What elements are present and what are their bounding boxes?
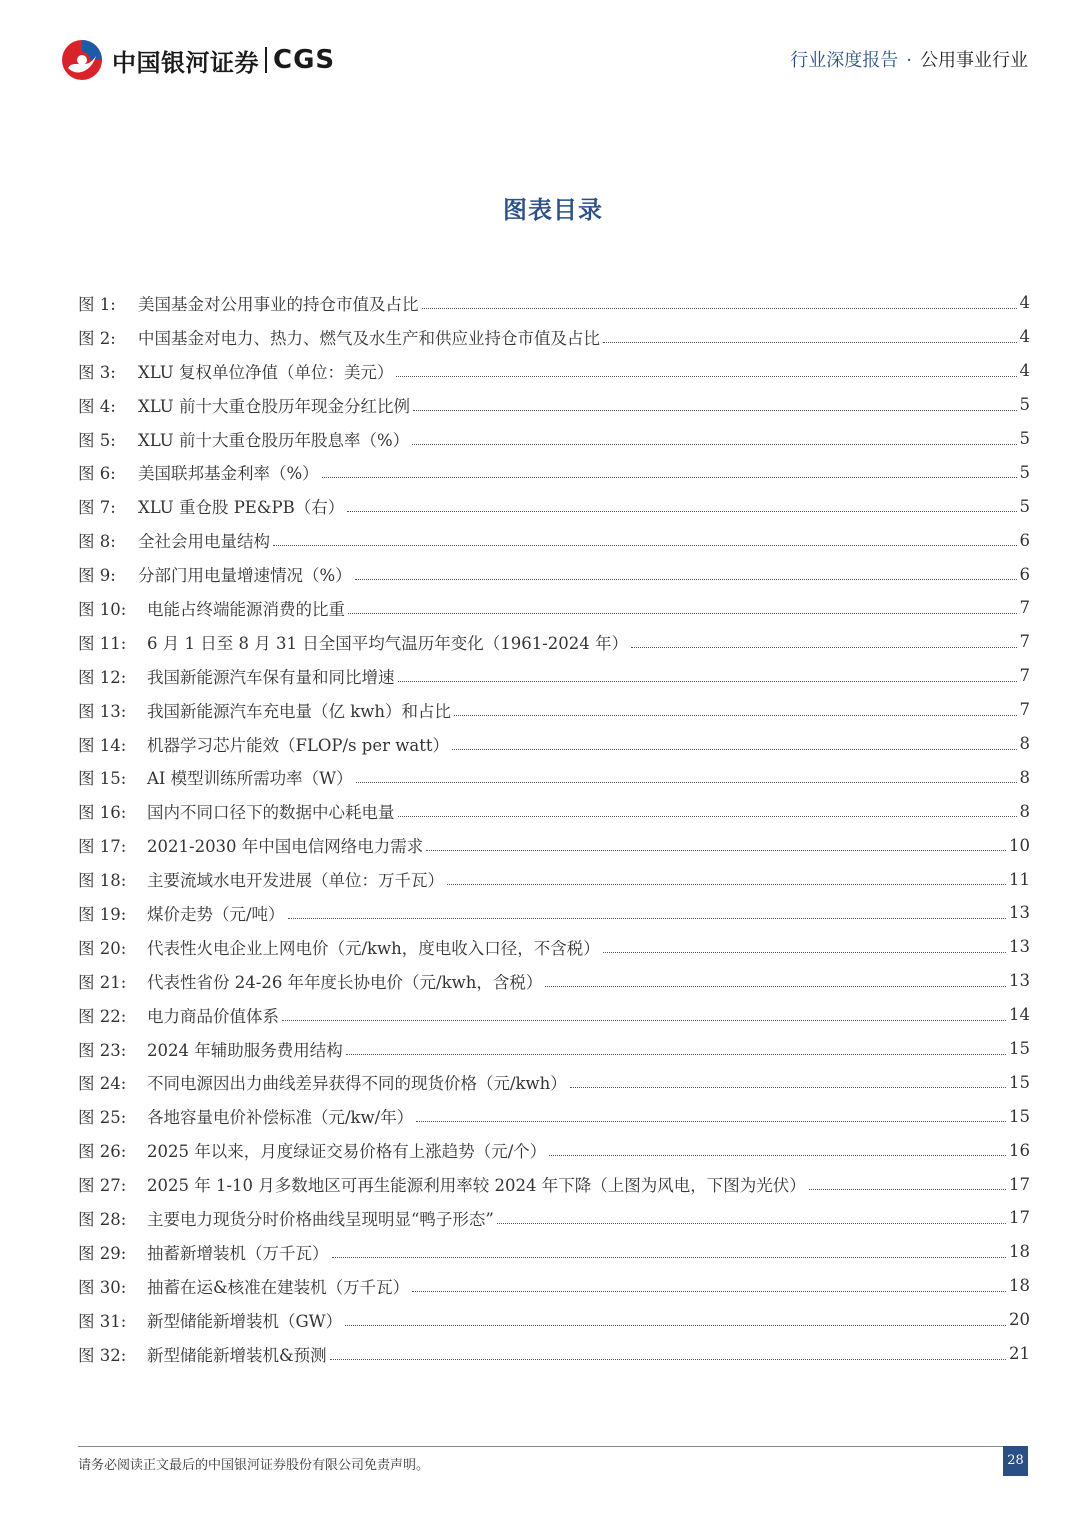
toc-entry-page: 8	[1019, 767, 1030, 787]
toc-entry-label: 图 23:	[78, 1040, 127, 1060]
toc-dot-leader	[412, 1290, 1006, 1292]
toc-entry-label: 图 6:	[78, 464, 116, 484]
toc-entry-title: 抽蓄在运&核准在建装机（万千瓦）	[147, 1277, 410, 1297]
toc-entry-page: 17	[1009, 1208, 1030, 1228]
logo-divider	[265, 47, 267, 73]
toc-dot-leader	[545, 985, 1006, 987]
toc-dot-leader	[288, 917, 1006, 919]
toc-entry-label: 图 28:	[78, 1209, 127, 1229]
toc-entry-page: 7	[1019, 632, 1030, 652]
toc-dot-leader	[452, 748, 1017, 750]
toc-entry-title: 电力商品价值体系	[147, 1006, 279, 1026]
toc-entry-page: 15	[1009, 1039, 1030, 1059]
toc-entry[interactable]	[78, 862, 1030, 896]
toc-entry-page: 5	[1019, 429, 1030, 448]
toc-entry-label: 图 22:	[78, 1006, 127, 1026]
toc-entry[interactable]	[78, 1337, 1030, 1371]
toc-dot-leader	[332, 1256, 1007, 1258]
toc-entry[interactable]	[78, 727, 1030, 761]
toc-entry-page: 4	[1019, 361, 1030, 381]
toc-entry-title: 我国新能源汽车保有量和同比增速	[147, 667, 395, 687]
toc-entry[interactable]	[78, 794, 1030, 828]
report-category	[790, 46, 1028, 72]
header-separator: ·	[906, 50, 912, 71]
toc-entry-label: 图 2:	[78, 328, 116, 348]
toc-entry-page: 18	[1009, 1276, 1030, 1296]
toc-entry[interactable]	[78, 693, 1030, 727]
toc-entry[interactable]	[78, 1133, 1030, 1167]
page-number: 28	[1003, 1446, 1028, 1476]
toc-entry-title: XLU 复权单位净值（单位：美元）	[138, 362, 394, 382]
toc-entry-page: 16	[1009, 1140, 1030, 1160]
report-type: 行业深度报告	[790, 50, 899, 71]
logo-text: 中国银河证券	[112, 48, 259, 77]
toc-entry[interactable]	[78, 388, 1030, 422]
toc-entry[interactable]	[78, 523, 1030, 557]
toc-entry[interactable]	[78, 455, 1030, 489]
toc-entry[interactable]	[78, 320, 1030, 354]
toc-entry-label: 图 32:	[78, 1345, 127, 1365]
toc-entry[interactable]	[78, 591, 1030, 625]
toc-entry-title: 机器学习芯片能效（FLOP/s per watt）	[147, 735, 449, 755]
company-logo	[60, 38, 335, 82]
toc-entry-page: 21	[1009, 1344, 1030, 1364]
toc-entry-label: 图 31:	[78, 1311, 127, 1331]
toc-entry[interactable]	[78, 422, 1030, 456]
toc-entry-label: 图 25:	[78, 1108, 127, 1128]
toc-entry-title: 美国基金对公用事业的持仓市值及占比	[138, 294, 419, 314]
footer-divider	[78, 1446, 1003, 1447]
toc-entry-title: 2024 年辅助服务费用结构	[147, 1040, 343, 1060]
toc-entry-label: 图 17:	[78, 837, 127, 857]
toc-dot-leader	[356, 781, 1017, 783]
toc-entry[interactable]	[78, 930, 1030, 964]
cgs-logo-icon	[60, 38, 104, 82]
page-header	[0, 0, 1080, 110]
toc-entry-title: XLU 前十大重仓股历年现金分红比例	[138, 396, 410, 416]
toc-entry[interactable]	[78, 659, 1030, 693]
toc-entry-page: 6	[1019, 530, 1030, 550]
toc-dot-leader	[412, 443, 1016, 445]
toc-entry-page: 7	[1019, 666, 1030, 686]
toc-entry-label: 图 12:	[78, 667, 127, 687]
report-sector: 公用事业行业	[920, 50, 1028, 71]
toc-entry-label: 图 4:	[78, 396, 116, 416]
toc-entry-page: 17	[1009, 1174, 1030, 1194]
toc-dot-leader	[345, 1324, 1006, 1326]
toc-entry-title: 不同电源因出力曲线差异获得不同的现货价格（元/kwh）	[147, 1074, 567, 1094]
logo-latin-text: CGS	[273, 45, 336, 75]
toc-dot-leader	[454, 714, 1017, 716]
toc-dot-leader	[422, 307, 1017, 309]
toc-entry-label: 图 18:	[78, 871, 127, 891]
toc-dot-leader	[330, 1358, 1006, 1360]
toc-entry[interactable]	[78, 1201, 1030, 1235]
toc-entry-title: 煤价走势（元/吨）	[147, 904, 285, 924]
toc-entry-label: 图 1:	[78, 294, 116, 314]
toc-entry-label: 图 24:	[78, 1074, 127, 1094]
toc-dot-leader	[809, 1188, 1006, 1190]
toc-dot-leader	[426, 849, 1006, 851]
toc-entry-title: 抽蓄新增装机（万千瓦）	[147, 1243, 329, 1263]
toc-entry-title: AI 模型训练所需功率（W）	[147, 769, 353, 789]
toc-entry[interactable]	[78, 896, 1030, 930]
toc-entry[interactable]	[78, 1032, 1030, 1066]
toc-entry-label: 图 5:	[78, 430, 116, 450]
toc-entry-page: 4	[1019, 293, 1030, 313]
toc-dot-leader	[355, 578, 1017, 580]
toc-dot-leader	[396, 375, 1016, 377]
toc-entry-title: XLU 前十大重仓股历年股息率（%）	[138, 430, 410, 450]
toc-entry-title: 国内不同口径下的数据中心耗电量	[147, 803, 395, 823]
toc-entry-page: 11	[1009, 869, 1030, 889]
toc-entry-page: 10	[1009, 835, 1030, 855]
toc-dot-leader	[398, 680, 1017, 682]
toc-entry-page: 13	[1009, 971, 1030, 991]
toc-dot-leader	[348, 612, 1017, 614]
toc-entry-page: 15	[1009, 1106, 1030, 1126]
toc-entry-page: 18	[1009, 1242, 1030, 1262]
toc-entry-label: 图 27:	[78, 1176, 127, 1196]
toc-entry-page: 7	[1019, 598, 1030, 618]
toc-entry-label: 图 21:	[78, 972, 127, 992]
footer-disclaimer: 请务必阅读正文最后的中国银河证券股份有限公司免责声明。	[78, 1458, 430, 1473]
toc-entry-label: 图 14:	[78, 735, 127, 755]
toc-dot-leader	[282, 1019, 1006, 1021]
toc-dot-leader	[416, 1120, 1006, 1122]
toc-entry-page: 13	[1009, 937, 1030, 957]
toc-entry[interactable]	[78, 1065, 1030, 1099]
toc-entry-title: 中国基金对电力、热力、燃气及水生产和供应业持仓市值及占比	[138, 328, 600, 348]
toc-entry-title: 全社会用电量结构	[138, 532, 270, 552]
toc-dot-leader	[549, 1154, 1006, 1156]
toc-entry[interactable]	[78, 760, 1030, 794]
toc-dot-leader	[322, 476, 1017, 478]
figure-list	[78, 286, 1030, 1371]
toc-entry-title: 主要电力现货分时价格曲线呈现明显“鸭子形态”	[147, 1209, 494, 1229]
toc-entry[interactable]	[78, 1269, 1030, 1303]
toc-entry-page: 15	[1009, 1072, 1030, 1092]
toc-dot-leader	[447, 883, 1006, 885]
toc-entry-title: 我国新能源汽车充电量（亿 kwh）和占比	[147, 701, 451, 721]
toc-entry-page: 5	[1019, 462, 1030, 482]
toc-entry-title: 2021-2030 年中国电信网络电力需求	[147, 837, 424, 857]
toc-dot-leader	[398, 815, 1017, 817]
toc-entry-title: 美国联邦基金利率（%）	[138, 464, 319, 484]
toc-entry-label: 图 16:	[78, 803, 127, 823]
toc-dot-leader	[631, 646, 1016, 648]
toc-entry-title: 主要流域水电开发进展（单位：万千瓦）	[147, 871, 444, 891]
toc-dot-leader	[413, 409, 1017, 411]
toc-entry-label: 图 11:	[78, 633, 127, 653]
toc-entry[interactable]	[78, 964, 1030, 998]
toc-entry-page: 14	[1009, 1005, 1030, 1025]
toc-entry-label: 图 9:	[78, 566, 116, 586]
toc-entry-page: 7	[1019, 700, 1030, 720]
toc-entry-label: 图 8:	[78, 532, 116, 552]
toc-entry-page: 5	[1019, 395, 1030, 415]
toc-entry-title: 代表性省份 24-26 年年度长协电价（元/kwh，含税）	[147, 972, 543, 992]
toc-entry[interactable]	[78, 286, 1030, 320]
toc-entry[interactable]	[78, 1099, 1030, 1133]
toc-entry[interactable]	[78, 557, 1030, 591]
toc-dot-leader	[497, 1222, 1006, 1224]
toc-dot-leader	[346, 1053, 1006, 1055]
toc-entry[interactable]	[78, 1167, 1030, 1201]
toc-entry[interactable]	[78, 489, 1030, 523]
toc-entry-page: 8	[1019, 801, 1030, 821]
toc-entry-label: 图 15:	[78, 769, 127, 789]
toc-entry-title: 电能占终端能源消费的比重	[147, 599, 345, 619]
toc-entry[interactable]	[78, 828, 1030, 862]
toc-entry-title: 代表性火电企业上网电价（元/kwh，度电收入口径，不含税）	[147, 938, 600, 958]
toc-dot-leader	[273, 544, 1017, 546]
toc-entry-title: 新型储能新增装机&预测	[147, 1345, 327, 1365]
toc-entry-label: 图 10:	[78, 599, 127, 619]
toc-entry-title: XLU 重仓股 PE&PB（右）	[138, 498, 345, 518]
toc-entry-page: 8	[1019, 734, 1030, 754]
toc-entry-page: 20	[1009, 1310, 1030, 1330]
toc-entry-label: 图 20:	[78, 938, 127, 958]
toc-entry-page: 5	[1019, 496, 1030, 516]
toc-entry[interactable]	[78, 1235, 1030, 1269]
toc-entry-title: 分部门用电量增速情况（%）	[138, 566, 352, 586]
toc-entry-label: 图 26:	[78, 1142, 127, 1162]
toc-entry-label: 图 7:	[78, 498, 116, 518]
toc-entry[interactable]	[78, 1303, 1030, 1337]
toc-entry[interactable]	[78, 625, 1030, 659]
toc-entry-title: 2025 年 1-10 月多数地区可再生能源利用率较 2024 年下降（上图为风电，下图为光伏）	[147, 1176, 806, 1196]
toc-entry-label: 图 13:	[78, 701, 127, 721]
toc-entry-label: 图 19:	[78, 904, 127, 924]
toc-entry-title: 各地容量电价补偿标准（元/kw/年）	[147, 1108, 414, 1128]
toc-dot-leader	[347, 510, 1016, 512]
toc-title: 图表目录	[503, 195, 603, 224]
toc-dot-leader	[603, 951, 1006, 953]
toc-entry[interactable]	[78, 998, 1030, 1032]
toc-entry-page: 4	[1019, 327, 1030, 347]
toc-dot-leader	[570, 1086, 1006, 1088]
toc-entry-label: 图 3:	[78, 362, 116, 382]
toc-entry-page: 13	[1009, 903, 1030, 923]
toc-entry-title: 6 月 1 日至 8 月 31 日全国平均气温历年变化（1961-2024 年）	[147, 633, 629, 653]
toc-entry[interactable]	[78, 354, 1030, 388]
toc-entry-label: 图 29:	[78, 1243, 127, 1263]
toc-entry-title: 新型储能新增装机（GW）	[147, 1311, 343, 1331]
toc-entry-page: 6	[1019, 564, 1030, 584]
toc-dot-leader	[603, 341, 1017, 343]
toc-entry-title: 2025 年以来，月度绿证交易价格有上涨趋势（元/个）	[147, 1142, 547, 1162]
toc-entry-label: 图 30:	[78, 1277, 127, 1297]
